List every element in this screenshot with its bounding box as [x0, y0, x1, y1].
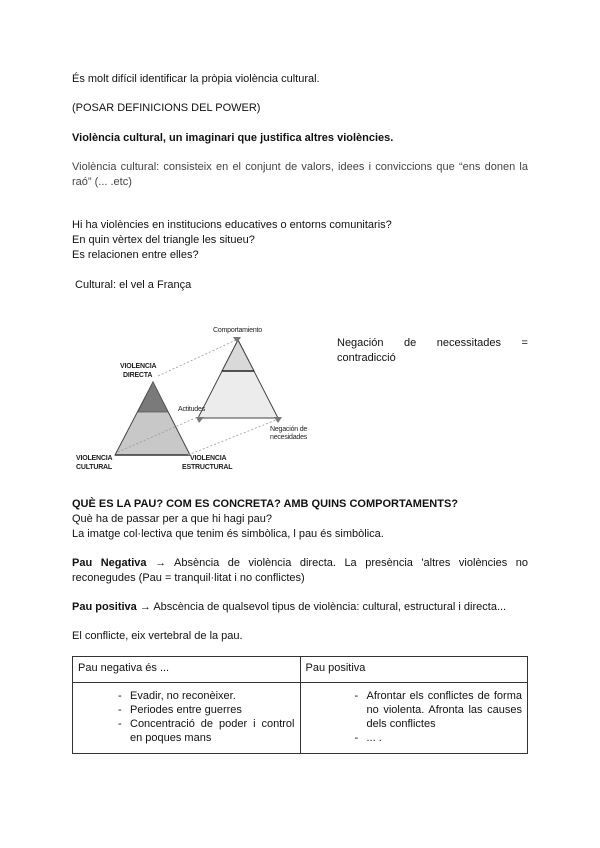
question-2: En quin vèrtex del triangle les situeu? [72, 234, 255, 246]
table-row [73, 683, 528, 754]
label-violencia-directa-2: DIRECTA [123, 372, 153, 379]
negative-peace-label: Pau Negativa [72, 557, 147, 569]
negative-peace-text: Absència de violència directa. La presència 'altres violències no reconegudes (Pau = tranquil·litat i no conflictes) [72, 557, 528, 584]
list-item: - Concentració de poder i control en poques mans [78, 717, 295, 745]
positive-peace-text: Abscència de qualsevol tipus de violència: cultural, estructural i directa... [153, 601, 507, 613]
side-note-word: = [521, 337, 528, 349]
label-violencia-estructural-2: ESTRUCTURAL [182, 464, 233, 471]
example-text: Cultural: el vel a França [72, 279, 192, 291]
positive-peace-cell [300, 683, 528, 754]
negative-peace-cell [73, 683, 301, 754]
note-text: (POSAR DEFINICIONS DEL POWER) [72, 102, 261, 114]
label-violencia-directa-1: VIOLENCIA [120, 363, 157, 370]
list-item: - Evadir, no reconèixer. [78, 689, 295, 703]
arrow-icon: → [136, 601, 154, 613]
list-item: - Periodes entre guerres [78, 703, 295, 717]
label-violencia-cultural-2: CULTURAL [76, 464, 112, 471]
negative-peace-paragraph [72, 556, 528, 586]
question-1: Hi ha violències en institucions educatives o entorns comunitaris? [72, 219, 392, 231]
label-actitudes: Actitudes [178, 406, 205, 413]
label-violencia-cultural-1: VIOLENCIA [76, 455, 113, 462]
intro-text: És molt difícil identificar la pròpia violència cultural. [72, 73, 320, 85]
label-violencia-estructural-1: VIOLENCIA [190, 455, 227, 462]
peace-comparison-table [72, 656, 528, 754]
section-heading: Violència cultural, un imaginari que justifica altres violències. [72, 132, 394, 144]
question-3: Es relacionen entre elles? [72, 249, 199, 261]
positive-peace-paragraph [72, 600, 528, 615]
list-item: - Afrontar els conflictes de forma no violenta. Afronta las causes dels conflictes [306, 689, 523, 731]
side-note [337, 336, 528, 366]
definition-text: Violència cultural: consisteix en el conjunt de valors, idees i conviccions que “ens donen la raó” (... .etc) [72, 161, 528, 188]
label-negacion-2: necesidades [270, 434, 308, 441]
peace-image-text: La imatge col·lectiva que tenim és simbòlica, l pau és simbòlica. [72, 528, 384, 540]
label-negacion-1: Negación de [270, 426, 308, 433]
side-note-word: Negación [337, 337, 384, 349]
peace-heading: QUÈ ES LA PAU? COM ES CONCRETA? AMB QUINS COMPORTAMENTS? [72, 498, 459, 510]
conflict-text: El conflicte, eix vertebral de la pau. [72, 630, 243, 642]
list-item: - ... . [306, 731, 523, 745]
table-header-cell: Pau negativa és ... [73, 657, 301, 683]
violence-triangle-diagram [70, 318, 340, 478]
table-header-cell: Pau positiva [300, 657, 528, 683]
side-note-word: de [404, 337, 417, 349]
arrow-icon: → [146, 557, 174, 569]
table-header-row [73, 657, 528, 683]
side-note-word: necessitades [436, 337, 502, 349]
peace-question: Què ha de passar per a que hi hagi pau? [72, 513, 272, 525]
triangle-diagram-graphic [70, 318, 340, 478]
label-comportamiento: Comportamiento [213, 327, 262, 334]
side-note-line2: contradicció [337, 352, 396, 364]
positive-peace-label: Pau positiva [72, 601, 137, 613]
